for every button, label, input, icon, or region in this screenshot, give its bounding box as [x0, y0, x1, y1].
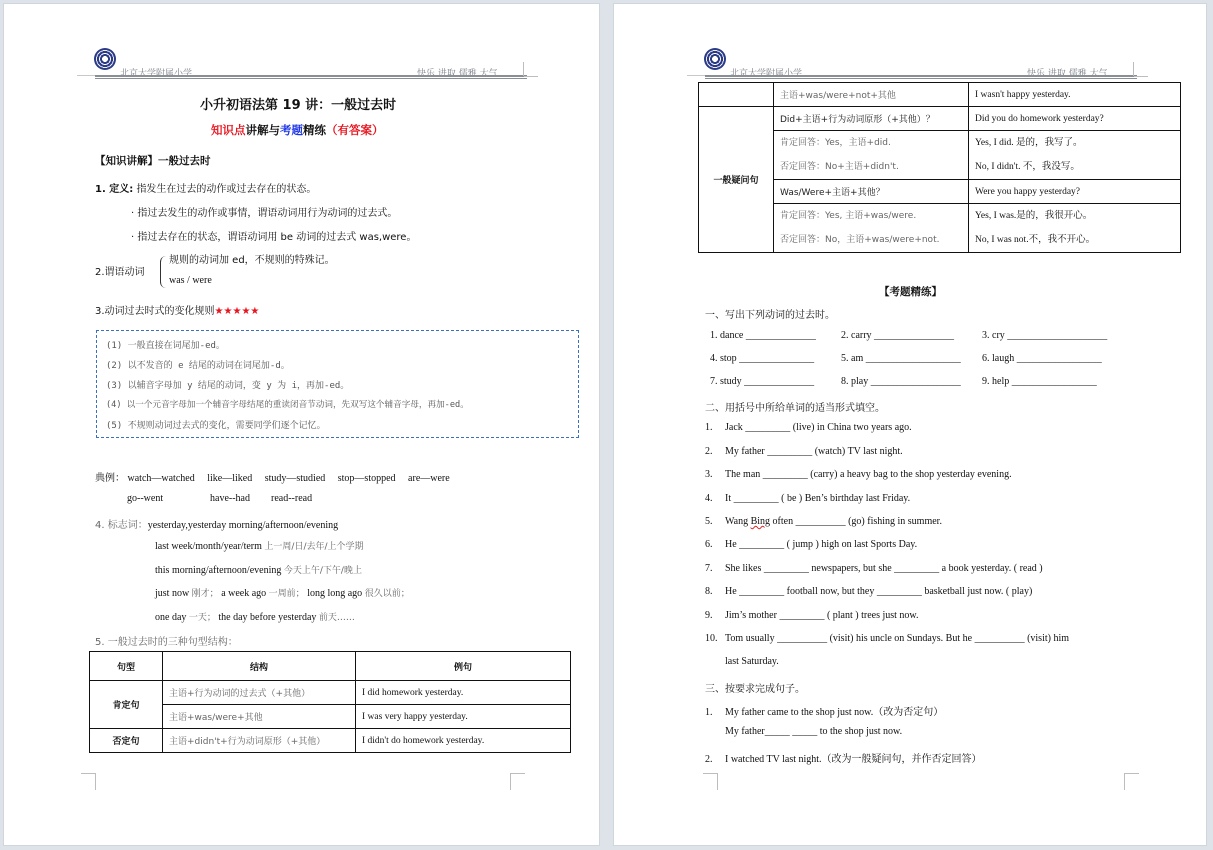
predicate-line: 规则的动词加 ed，不规则的特殊记。: [169, 255, 335, 266]
item-number: 10.: [705, 633, 718, 644]
part3-title: 三、按要求完成句子。: [705, 684, 805, 695]
example-pair: read--read: [271, 493, 313, 504]
star-rating: ★★★★★: [214, 306, 260, 317]
signal-word: a week ago: [221, 588, 267, 599]
example-line: Yes, I was.是的，我很开心。: [975, 211, 1093, 221]
structure-cell: [774, 131, 969, 180]
signal-word: the day before yesterday: [218, 612, 317, 623]
example-pair: are—were: [408, 473, 450, 484]
exercise-item: 2. carry ________________: [841, 330, 955, 341]
header-motto: 快乐 进取 儒雅 大气: [417, 69, 498, 79]
item-text: Wang: [725, 516, 751, 527]
structure-cell: 主语+didn't+行为动词原形（+其他）: [163, 729, 356, 753]
example-pair: stop—stopped: [337, 473, 396, 484]
margin-corner-mark: [703, 773, 718, 790]
table-row: [699, 107, 1181, 131]
structure-cell: 主语+was/were+not+其他: [774, 83, 969, 107]
signal-word: one day: [155, 612, 187, 623]
table-row: [90, 705, 571, 729]
sentence-structure-table-continued: [698, 82, 1181, 253]
signal-words-row: [155, 610, 355, 623]
exercise-item: [705, 586, 1032, 597]
table-header-row: [90, 652, 571, 681]
exercise-item: 7. study ______________: [710, 376, 815, 387]
item-number: 3.: [705, 469, 713, 480]
examples-label: 典例：: [95, 473, 125, 484]
structure-line: 否定回答：No，主语+was/were+not.: [780, 235, 940, 245]
item-text: Jack _________ (live) in China two years ago.: [725, 422, 912, 433]
item-text: The man _________ (carry) a heavy bag to the shop yesterday evening.: [725, 469, 1012, 480]
example-cell: I wasn't happy yesterday.: [969, 83, 1181, 107]
section-heading: 【知识讲解】一般过去时: [95, 155, 211, 167]
header-motto: 快乐 进取 儒雅 大气: [1027, 69, 1108, 79]
structure-cell: 主语+行为动词的过去式（+其他）: [163, 681, 356, 705]
example-line: No, I was not.不，我不开心。: [975, 235, 1096, 245]
definition-bullet: · 指过去存在的状态，谓语动词用 be 动词的过去式 was,were。: [131, 232, 417, 243]
signal-word-cn: 今天上午/下午/晚上: [283, 566, 362, 576]
page-subtitle: [211, 122, 384, 138]
signal-word-cn: 一天；: [188, 613, 216, 623]
exercise-item: 5. am ___________________: [841, 353, 961, 364]
school-logo-icon: [94, 48, 116, 70]
exercise-item: 8. play __________________: [841, 376, 961, 387]
item-text: My father_____ _____ to the shop just now.: [725, 726, 903, 737]
signal-word: yesterday,yesterday morning/afternoon/evening: [147, 520, 339, 531]
rule-item: (5) 不规则动词过去式的变化，需要同学们逐个记忆。: [106, 421, 326, 431]
rule-item: (2) 以不发音的 e 结尾的动词在词尾加-d。: [106, 361, 290, 371]
structure-heading: 5. 一般过去时的三种句型结构：: [95, 637, 238, 648]
example-pair: watch—watched: [127, 473, 195, 484]
header-school-name: 北京大学附属小学: [730, 69, 803, 79]
exercise-item: [705, 493, 910, 504]
exercise-heading: 【考题精练】: [879, 286, 942, 298]
item-text: It _________ ( be ) Ben’s birthday last Friday.: [725, 493, 911, 504]
signal-word-cn: 刚才；: [191, 589, 219, 599]
sentence-type: 肯定句: [90, 681, 163, 729]
sentence-type: 否定句: [90, 729, 163, 753]
signal-word-cn: 上一周/日/去年/上个学期: [264, 542, 364, 552]
part2-title: 二、用括号中所给单词的适当形式填空。: [705, 403, 885, 414]
subtitle-part: 知识点: [211, 123, 246, 137]
example-line: Yes, I did. 是的，我写了。: [975, 138, 1083, 148]
example-line: No, I didn't. 不，我没写。: [975, 162, 1080, 172]
item-text: He _________ football now, but they _________ basketball just now. ( play): [725, 586, 1033, 597]
sentence-structure-table: [89, 651, 571, 753]
exercise-item: [705, 610, 919, 621]
sentence-type: [699, 83, 774, 107]
definition: [95, 180, 316, 195]
example-cell: I didn't do homework yesterday.: [356, 729, 571, 753]
item-number: 7.: [705, 563, 713, 574]
structure-cell: [774, 204, 969, 253]
table-header: 句型: [90, 652, 163, 681]
rules-heading-text: 3.动词过去时式的变化规则: [95, 306, 215, 317]
predicate-label: 2.谓语动词: [95, 267, 145, 278]
school-logo-icon: [704, 48, 726, 70]
structure-cell: 主语+was/were+其他: [163, 705, 356, 729]
structure-line: 否定回答：No+主语+didn't.: [780, 162, 899, 172]
exercise-item: [705, 703, 943, 718]
exercise-item: 1. dance ______________: [710, 330, 816, 341]
signal-word-cn: 一周前；: [268, 589, 305, 599]
example-cell: Did you do homework yesterday?: [969, 107, 1181, 131]
exercise-item: 9. help _________________: [982, 376, 1097, 387]
item-number: 8.: [705, 586, 713, 597]
signal-word-cn: 前天……: [318, 613, 355, 623]
item-number: 4.: [705, 493, 713, 504]
header-school-name: 北京大学附属小学: [120, 69, 193, 79]
margin-corner-mark: [1133, 62, 1148, 76]
item-text: She likes _________ newspapers, but she _________ a book yesterday. ( read ): [725, 563, 1043, 574]
item-number: 5.: [705, 516, 713, 527]
rules-box: [96, 330, 579, 438]
table-header: 例句: [356, 652, 571, 681]
exercise-item: [705, 539, 917, 550]
subtitle-part: 精练: [303, 123, 326, 137]
item-number: 6.: [705, 539, 713, 550]
exercise-item: 6. laugh _________________: [982, 353, 1102, 364]
margin-corner-mark: [1124, 773, 1139, 790]
structure-cell: Did+主语+行为动词原形（+其他）？: [774, 107, 969, 131]
margin-corner-mark: [523, 62, 538, 76]
subtitle-part: 讲解与: [245, 123, 280, 137]
example-cell: [969, 131, 1181, 180]
signal-words-row: [155, 539, 364, 552]
signal-word: this morning/afternoon/evening: [155, 565, 282, 576]
signal-words-row: [95, 516, 338, 531]
definition-label: 1. 定义:: [95, 184, 134, 195]
signal-word-cn: 很久以前；: [364, 589, 410, 599]
sentence-type: 一般疑问句: [699, 107, 774, 253]
table-header: 结构: [163, 652, 356, 681]
item-text: last Saturday.: [725, 656, 779, 667]
item-number: 2.: [705, 446, 713, 457]
rules-heading: [95, 302, 259, 317]
example-cell: I was very happy yesterday.: [356, 705, 571, 729]
structure-cell: Was/Were+主语+其他？: [774, 180, 969, 204]
structure-line: 肯定回答：Yes, 主语+was/were.: [780, 211, 917, 221]
exercise-item: [705, 750, 982, 765]
item-number: 1.: [705, 422, 713, 433]
header-rule: [705, 75, 1137, 79]
item-text: Jim’s mother _________ ( plant ) trees just now.: [725, 610, 919, 621]
example-pair: have--had: [210, 493, 250, 504]
spellcheck-word: Bing: [750, 516, 771, 527]
subtitle-part: （有答案）: [326, 123, 384, 137]
item-number: 9.: [705, 610, 713, 621]
page-title: 小升初语法第 19 讲：一般过去时: [200, 98, 397, 113]
item-text: I watched TV last night.（改为一般疑问句，并作否定回答）: [725, 754, 982, 765]
exercise-item: [705, 516, 942, 527]
signal-word: just now: [155, 588, 190, 599]
margin-corner-mark: [1134, 76, 1148, 77]
rule-item: (1) 一般直接在词尾加-ed。: [106, 341, 225, 351]
header-rule: [95, 75, 527, 79]
definition-text: 指发生在过去的动作或过去存在的状态。: [136, 184, 317, 195]
item-text: My father came to the shop just now.（改为否定句）: [725, 707, 944, 718]
margin-corner-mark: [524, 76, 538, 77]
item-number: 1.: [705, 707, 713, 718]
rule-item: (3) 以辅音字母加 y 结尾的动词，变 y 为 i，再加-ed。: [106, 381, 350, 391]
exercise-item: [705, 469, 1012, 480]
example-cell: I did homework yesterday.: [356, 681, 571, 705]
exercise-item: 3. cry ____________________: [982, 330, 1108, 341]
rule-item: (4) 以一个元音字母加一个辅音字母结尾的重读闭音节动词，先双写这个辅音字母，再加-ed。: [106, 400, 469, 410]
signal-word: long long ago: [307, 588, 363, 599]
item-number: 2.: [705, 754, 713, 765]
example-cell: [969, 204, 1181, 253]
signal-words-row: [155, 563, 362, 576]
example-pair: study—studied: [264, 473, 326, 484]
signal-word: last week/month/year/term: [155, 541, 262, 552]
margin-corner-mark: [510, 773, 525, 790]
example-pair: go--went: [127, 493, 164, 504]
structure-line: 肯定回答：Yes，主语+did.: [780, 138, 891, 148]
exercise-item: [705, 422, 912, 433]
table-row: [699, 83, 1181, 107]
example-cell: Were you happy yesterday?: [969, 180, 1181, 204]
exercise-item: [705, 656, 779, 667]
document-page-left: [4, 4, 599, 845]
examples-row: [95, 469, 450, 484]
signal-words-row: [155, 586, 410, 599]
brace: [160, 256, 167, 288]
item-text: Tom usually __________ (visit) his uncle on Sundays. But he __________ (visit) him: [725, 633, 1070, 644]
item-text: He _________ ( jump ) high on last Sports Day.: [725, 539, 918, 550]
item-text: often __________ (go) fishing in summer.: [770, 516, 942, 527]
document-page-right: [614, 4, 1206, 845]
signal-words-label: 4. 标志词：: [95, 520, 148, 531]
exercise-item: 4. stop _______________: [710, 353, 815, 364]
subtitle-part: 考题: [280, 123, 303, 137]
definition-bullet: · 指过去发生的动作或事情，谓语动词用行为动词的过去式。: [131, 208, 398, 219]
margin-corner-mark: [81, 773, 96, 790]
table-row: [90, 681, 571, 705]
exercise-item: [705, 726, 902, 737]
example-pair: like—liked: [207, 473, 253, 484]
table-row: [90, 729, 571, 753]
part1-title: 一、写出下列动词的过去时。: [705, 310, 835, 321]
item-text: My father _________ (watch) TV last night.: [725, 446, 903, 457]
exercise-item: [705, 446, 903, 457]
exercise-item: [705, 563, 1043, 574]
predicate-line: was / were: [169, 275, 212, 286]
exercise-item: [705, 633, 1069, 644]
